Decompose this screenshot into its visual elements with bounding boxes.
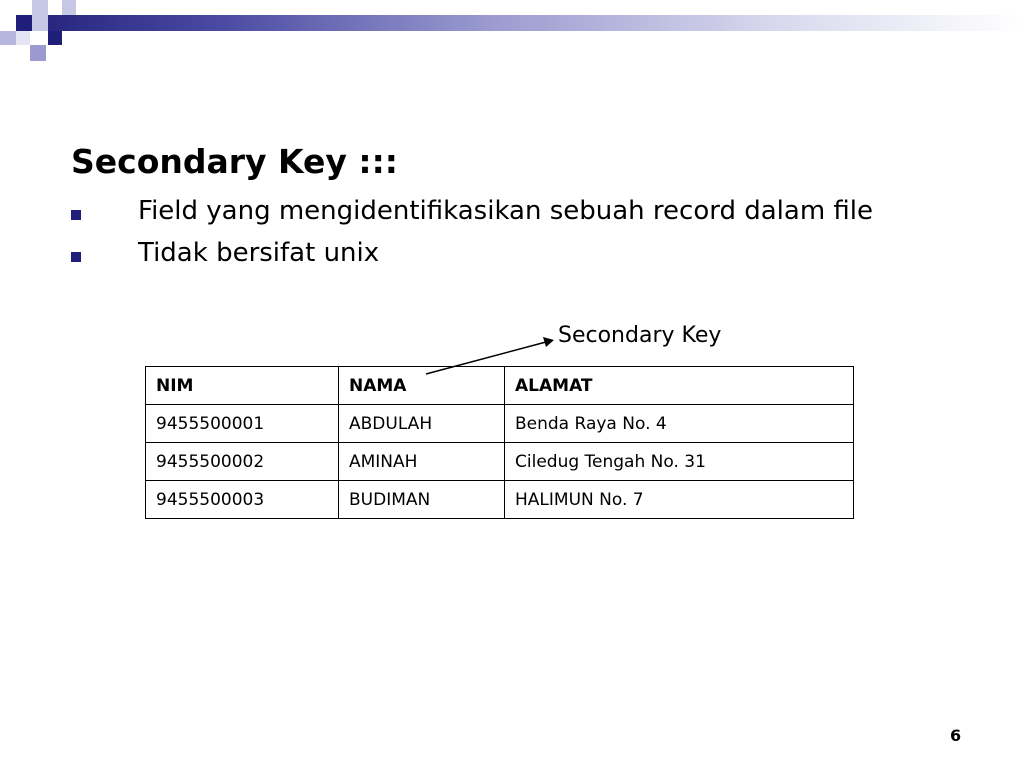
table-cell: Benda Raya No. 4 [505, 405, 854, 443]
header-decor-square [48, 31, 62, 45]
table-cell: AMINAH [339, 443, 505, 481]
header-decor-square [62, 0, 76, 15]
header-decor-square [30, 45, 46, 61]
table-cell: ABDULAH [339, 405, 505, 443]
table-cell: HALIMUN No. 7 [505, 481, 854, 519]
table-row [146, 405, 854, 443]
table-cell: BUDIMAN [339, 481, 505, 519]
bullet-text: Field yang mengidentifikasikan sebuah record dalam file [138, 196, 874, 226]
table-row [146, 481, 854, 519]
slide-title: Secondary Key ::: [71, 142, 399, 181]
header-decor-square [16, 15, 32, 31]
callout-label: Secondary Key [558, 323, 722, 348]
header-gradient-bar [48, 15, 1024, 31]
table-header-row [146, 367, 854, 405]
header-decor-square [32, 15, 48, 31]
page-number: 6 [950, 726, 962, 745]
table-cell: 9455500002 [146, 443, 339, 481]
student-table [145, 366, 854, 519]
header-decor-square [0, 31, 16, 45]
square-bullet-icon [71, 252, 81, 262]
column-header-alamat: ALAMAT [505, 367, 854, 405]
column-header-nama: NAMA [339, 367, 505, 405]
header-decor-square [32, 0, 48, 15]
column-header-nim: NIM [146, 367, 339, 405]
table-cell: Ciledug Tengah No. 31 [505, 443, 854, 481]
table-cell: 9455500003 [146, 481, 339, 519]
header-decor-square [16, 31, 30, 45]
square-bullet-icon [71, 210, 81, 220]
table-row [146, 443, 854, 481]
table-cell: 9455500001 [146, 405, 339, 443]
bullet-text: Tidak bersifat unix [138, 238, 380, 268]
